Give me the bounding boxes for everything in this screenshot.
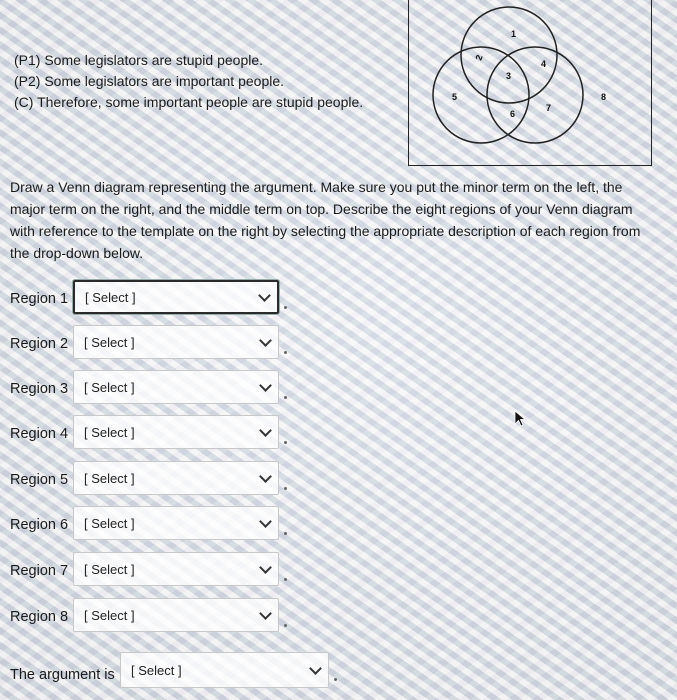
region-number-1: 1 xyxy=(511,29,517,39)
select-value: [ Select ] xyxy=(84,515,135,531)
region-2-select[interactable] xyxy=(73,325,279,359)
select-value: [ Select ] xyxy=(84,470,135,486)
region-number-3: 3 xyxy=(506,71,512,81)
conclusion: (C) Therefore, some important people are stupid people. xyxy=(14,94,364,110)
argument-premises xyxy=(14,50,363,113)
argument-row xyxy=(10,657,115,693)
region-row-3 xyxy=(10,371,68,407)
argument-validity-select[interactable] xyxy=(120,652,329,688)
argument-label: The argument is xyxy=(10,667,115,683)
region-label: Region 7 xyxy=(10,563,69,579)
chevron-down-icon xyxy=(259,334,272,347)
trailing-dot xyxy=(284,487,287,490)
region-row-7 xyxy=(10,553,68,589)
trailing-dot xyxy=(284,578,287,581)
region-1-select[interactable] xyxy=(73,280,279,314)
select-value: [ Select ] xyxy=(84,334,135,350)
region-row-4 xyxy=(10,416,68,452)
region-6-select[interactable] xyxy=(73,506,279,540)
region-row-6 xyxy=(10,507,68,543)
region-number-7: 7 xyxy=(546,103,552,113)
chevron-down-icon xyxy=(309,662,322,675)
trailing-dot xyxy=(284,351,287,354)
premise-2: (P2) Some legislators are important people. xyxy=(14,73,285,89)
region-label: Region 1 xyxy=(10,291,69,307)
chevron-down-icon xyxy=(259,379,272,392)
select-value: [ Select ] xyxy=(84,561,135,577)
region-number-5: 5 xyxy=(452,92,458,102)
region-3-select[interactable] xyxy=(73,370,279,404)
region-row-5 xyxy=(10,462,68,498)
trailing-dot xyxy=(284,624,287,627)
region-label: Region 8 xyxy=(10,609,69,625)
region-row-2 xyxy=(10,326,68,362)
select-value: [ Select ] xyxy=(131,662,182,678)
region-5-select[interactable] xyxy=(73,461,279,495)
chevron-down-icon xyxy=(259,607,272,620)
region-number-4: 4 xyxy=(541,59,547,69)
chevron-down-icon xyxy=(259,424,272,437)
region-8-select[interactable] xyxy=(73,598,279,632)
select-value: [ Select ] xyxy=(84,607,135,623)
trailing-dot xyxy=(284,396,287,399)
venn-diagram xyxy=(409,0,653,166)
trailing-dot xyxy=(284,441,287,444)
instructions-text: Draw a Venn diagram representing the argument. Make sure you put the minor term on the left, the major term on the right, and the middle term on top. Describe the eight regions of your Venn diagram with reference to the template on the right by selecting the appropriate description of each region from the drop-down below. xyxy=(10,179,641,261)
select-value: [ Select ] xyxy=(85,289,136,305)
select-value: [ Select ] xyxy=(84,379,135,395)
trailing-dot xyxy=(284,306,287,309)
trailing-dot xyxy=(334,678,337,681)
region-number-6: 6 xyxy=(510,109,516,119)
region-label: Region 5 xyxy=(10,472,69,488)
trailing-dot xyxy=(284,532,287,535)
region-row-8 xyxy=(10,599,68,635)
region-4-select[interactable] xyxy=(73,415,279,449)
mouse-pointer-icon xyxy=(514,410,528,428)
region-label: Region 3 xyxy=(10,381,69,397)
chevron-down-icon xyxy=(259,561,272,574)
region-row-1 xyxy=(10,281,68,317)
chevron-down-icon xyxy=(258,289,271,302)
region-label: Region 4 xyxy=(10,426,69,442)
region-label: Region 6 xyxy=(10,517,69,533)
premise-1: (P1) Some legislators are stupid people. xyxy=(14,52,264,68)
region-label: Region 2 xyxy=(10,336,69,352)
chevron-down-icon xyxy=(259,515,272,528)
chevron-down-icon xyxy=(259,470,272,483)
select-value: [ Select ] xyxy=(84,424,135,440)
venn-diagram-template xyxy=(408,0,652,166)
region-number-8: 8 xyxy=(601,92,607,102)
region-7-select[interactable] xyxy=(73,552,279,586)
region-number-2: 2 xyxy=(473,53,485,62)
